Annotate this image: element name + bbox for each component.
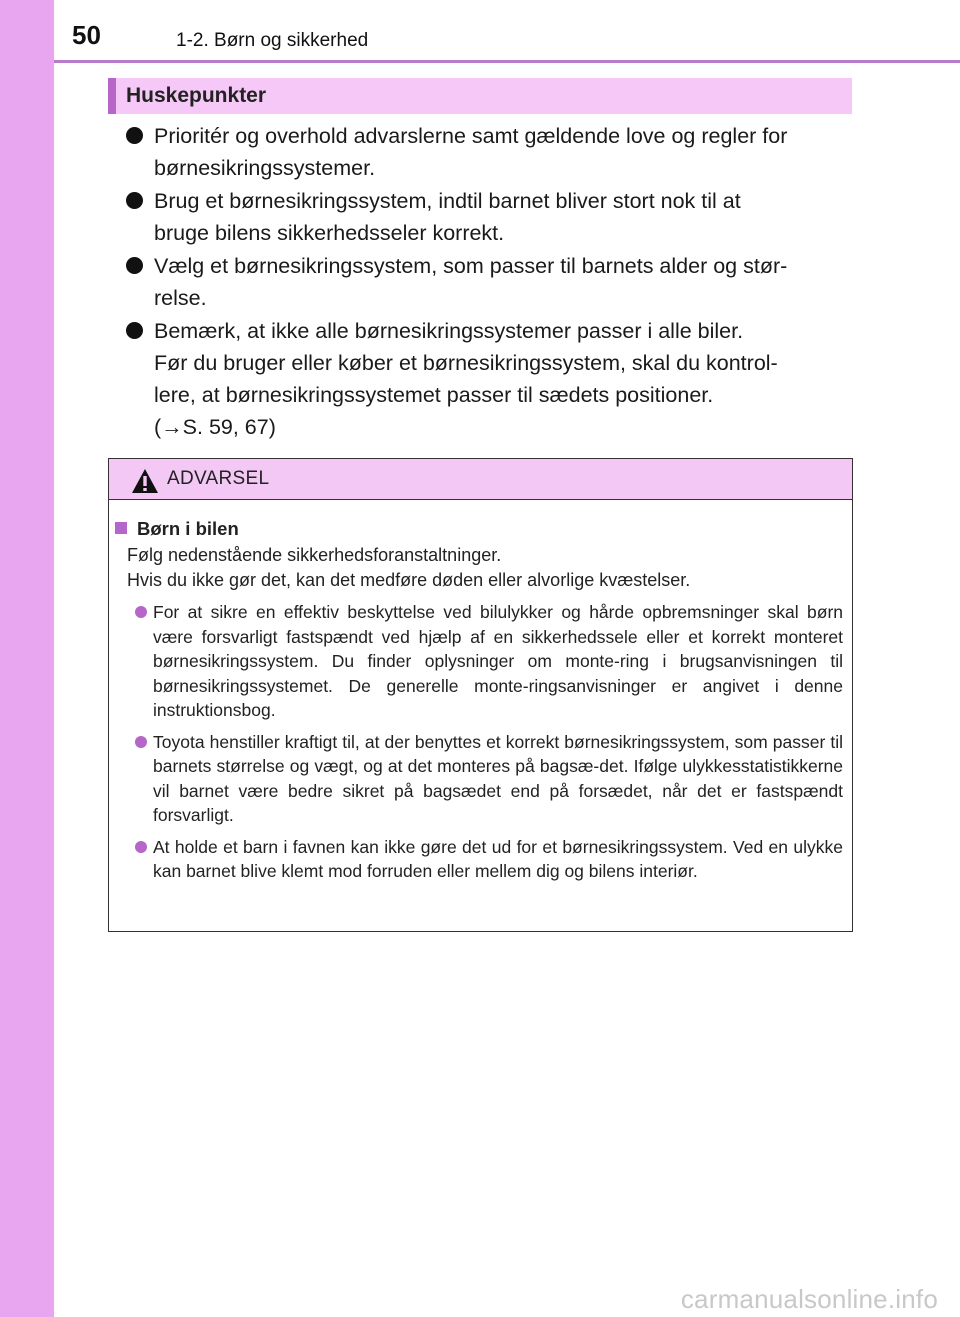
bullet-dot-icon bbox=[126, 127, 143, 144]
bullet-dot-icon bbox=[135, 736, 147, 748]
bullet-dot-icon bbox=[135, 841, 147, 853]
warning-intro-line: Følg nedenstående sikkerhedsforanstaltninger. bbox=[127, 545, 502, 565]
page-number: 50 bbox=[72, 20, 101, 50]
list-item bbox=[126, 120, 850, 184]
warning-box bbox=[108, 458, 853, 932]
bullet-text-line: børnesikringssystemer. bbox=[154, 156, 376, 180]
huskepunkter-title: Huskepunkter bbox=[126, 84, 267, 107]
bullet-text-line: Vælg et børnesikringssystem, som passer til barnets alder og stør- bbox=[154, 254, 788, 278]
warning-header bbox=[109, 459, 852, 500]
bullet-text-line: Prioritér og overhold advarslerne samt gældende love og regler for bbox=[154, 124, 788, 148]
warning-subheading bbox=[115, 517, 843, 541]
bullet-text-line: bruge bilens sikkerhedsseler korrekt. bbox=[154, 221, 505, 245]
bullet-text-line: relse. bbox=[154, 286, 207, 310]
bullet-dot-icon bbox=[126, 192, 143, 209]
list-item bbox=[126, 315, 850, 443]
warning-item-text: At holde et barn i favnen kan ikke gøre det ud for et børnesikringssystem. Ved en ulykke kan barnet blive klemt mod forruden eller mellem dig og bilens interiør. bbox=[153, 836, 843, 881]
warning-label: ADVARSEL bbox=[167, 468, 270, 489]
warning-triangle-icon bbox=[131, 468, 159, 494]
page-reference-link[interactable]: (→S. 59, 67) bbox=[154, 415, 276, 439]
header-divider bbox=[54, 60, 960, 63]
list-item bbox=[126, 250, 850, 314]
warning-item-text: Toyota henstiller kraftigt til, at der benyttes et korrekt børnesikringssystem, som passer til barnets størrelse og vægt, og at det monteres på bagsæ-det. Ifølge ulykkesstatistikkerne vil barnet være bedre sikret på bagsædet end på forsædet, når det er fastspændt forsvarligt. bbox=[153, 731, 843, 825]
watermark: carmanualsonline.info bbox=[680, 1284, 938, 1314]
warning-item bbox=[115, 730, 843, 828]
chapter-tab-strip bbox=[0, 0, 54, 1317]
bullet-dot-icon bbox=[126, 322, 143, 339]
heading-accent bbox=[108, 78, 116, 114]
bullet-text-line: Før du bruger eller køber et børnesikringssystem, skal du kontrol- bbox=[154, 351, 778, 375]
bullet-text-line: Brug et børnesikringssystem, indtil barnet bliver stort nok til at bbox=[154, 189, 741, 213]
bullet-text-line: Bemærk, at ikke alle børnesikringssystemer passer i alle biler. bbox=[154, 319, 744, 343]
huskepunkter-heading-bar bbox=[108, 78, 852, 114]
warning-item bbox=[115, 600, 843, 723]
huskepunkter-list bbox=[126, 120, 850, 444]
section-title: 1-2. Børn og sikkerhed bbox=[176, 30, 369, 51]
warning-body bbox=[115, 517, 843, 884]
warning-subheading-text: Børn i bilen bbox=[137, 518, 239, 539]
bullet-text-line: lere, at børnesikringssystemet passer til sædets positioner. bbox=[154, 383, 714, 407]
list-item bbox=[126, 185, 850, 249]
warning-intro-line: Hvis du ikke gør det, kan det medføre døden eller alvorlige kvæstelser. bbox=[127, 570, 691, 590]
warning-item bbox=[115, 835, 843, 884]
bullet-dot-icon bbox=[126, 257, 143, 274]
bullet-dot-icon bbox=[135, 606, 147, 618]
warning-item-text: For at sikre en effektiv beskyttelse ved bilulykker og hårde opbremsninger skal børn være forsvarligt fastspændt ved hjælp af en sikkerhedssele eller et korrekt monteret børnesikringssystem. Du finder oplysninger om monte-ring i brugsanvisningen til børnesikringssystemet. De generelle monte-ringsanvisninger er angivet i denne instruktionsbog. bbox=[153, 602, 843, 720]
square-bullet-icon bbox=[115, 522, 127, 534]
